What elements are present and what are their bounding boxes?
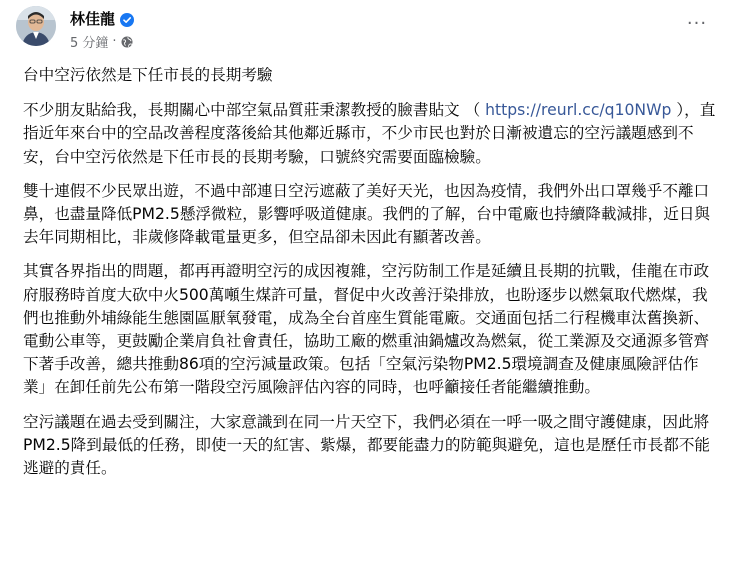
paragraph-2: 雙十連假不少民眾出遊，不過中部連日空污遮蔽了美好天光，也因為疫情，我們外出口罩幾乎不離口鼻，也盡量降低PM2.5懸浮微粒，影響呼吸道健康。我們的了解，台中電廠也持續降載減排，近日與去年同期相比，非歲修降載電量更多，但空品卻未因此有顯著改善。 xyxy=(23,181,711,247)
paragraph-4: 空污議題在過去受到關注，大家意識到在同一片天空下，我們必須在一呼一吸之間守護健康，因此將PM2.5降到最低的任務，即使一天的紅害、紫爆，都要能盡力的防範與避免，這也是歷任市長都不能逃避的責任。 xyxy=(23,412,711,478)
more-options-label: ··· xyxy=(686,13,708,34)
author-name[interactable]: 林佳龍 xyxy=(70,10,116,28)
more-options-button[interactable] xyxy=(682,12,712,36)
profile-photo xyxy=(16,6,56,46)
paragraph-1-text-b: ），直指近年來台中的空品改善程度落後給其他鄰近縣市，不少市民也對於日漸被遺忘的空污議題感到不安，台中空污依然是下任市長的長期考驗，口號終究需要面臨檢驗。 xyxy=(23,101,716,166)
post-timestamp[interactable]: 5 分鐘 xyxy=(70,36,109,51)
post-body xyxy=(23,64,719,491)
author-row xyxy=(70,8,134,29)
reurl-link[interactable]: https://reurl.cc/q10NWp xyxy=(485,101,672,120)
paragraph-3: 其實各界指出的問題，都再再證明空污的成因複雜，空污防制工作是延續且長期的抗戰，佳龍在市政府服務時首度大砍中火500萬噸生煤許可量，督促中火改善汙染排放，也盼逐步以燃氣取代燃煤，我們也推動外埔綠能生態園區厭氧發電，成為全台首座生質能電廠。交通面包括二行程機車汰舊換新、電動公車等，更鼓勵企業肩負社會責任，協助工廠的燃重油鍋爐改為燃氣，從工業源及交通源多管齊下著手改善，總共推動86項的空污減量政策。包括「空氣污染物PM2.5環境調查及健康風險評估作業」在卸任前先公布第一階段空污風險評估內容的同時，也呼籲接任者能繼續推動。 xyxy=(23,262,710,397)
meta-separator: · xyxy=(112,34,117,49)
post-meta xyxy=(70,32,133,51)
paragraph-1 xyxy=(23,99,719,169)
post-header xyxy=(16,4,716,58)
paragraph-1-text-a: 不少朋友貼給我，長期關心中部空氣品質莊秉潔教授的臉書貼文 （ xyxy=(23,101,486,120)
globe-icon[interactable] xyxy=(121,36,133,48)
verified-badge-icon xyxy=(120,12,134,26)
post-title: 台中空污依然是下任市長的長期考驗 xyxy=(23,66,273,84)
avatar[interactable] xyxy=(16,6,56,46)
